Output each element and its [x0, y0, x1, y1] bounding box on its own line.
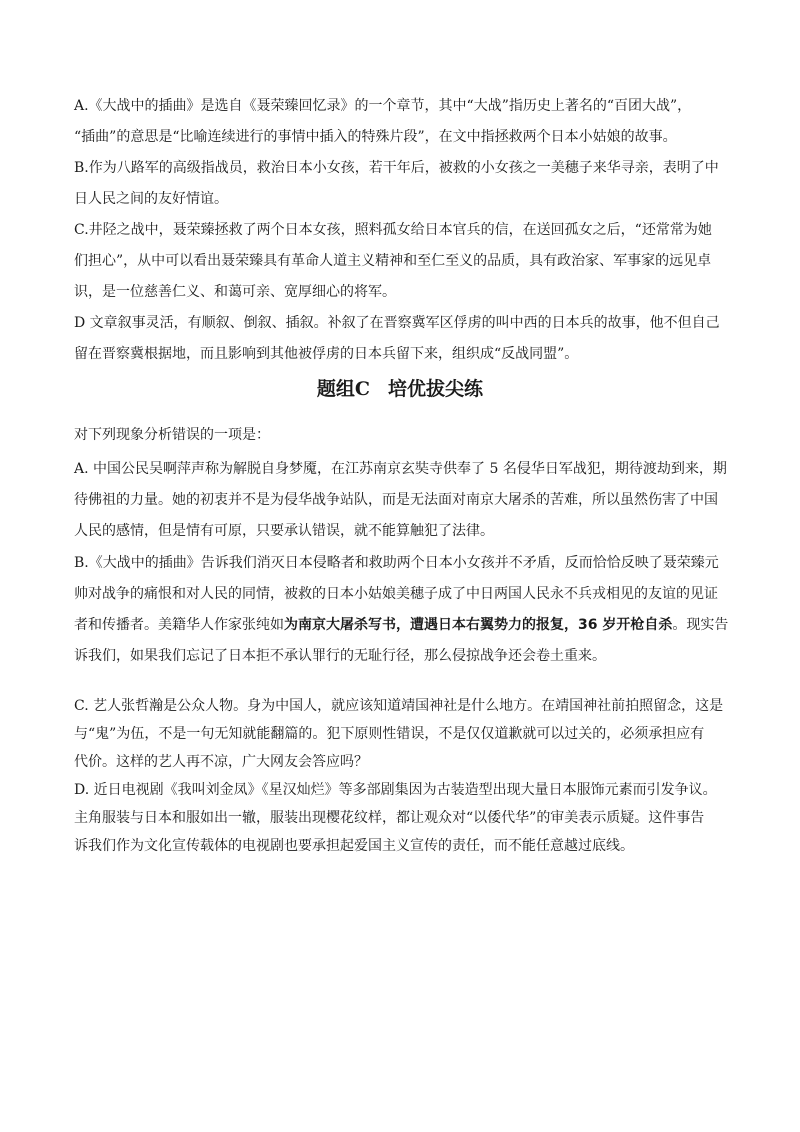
text-line: D 文章叙事灵活，有顺叙、倒叙、插叙。补叙了在晋察冀军区俘虏的叫中西的日本兵的故事，他不但自己 [74, 315, 720, 331]
text-line: 留在晋察冀根据地，而且影响到其他被俘虏的日本兵留下来，组织成“反战同盟”。 [74, 346, 579, 362]
paragraph-option-b-top [74, 153, 734, 215]
heading-group-title: 培优拔尖练 [388, 378, 484, 400]
question-option-d [74, 776, 734, 860]
text-line: C.井陉之战中，聂荣臻拯救了两个日本女孩，照料孤女给日本官兵的信，在送回孤女之后，“还常常为她 [74, 222, 712, 238]
text-run: 。现实告 [672, 617, 729, 633]
text-line: B.《大战中的插曲》告诉我们消灭日本侵略者和救助两个日本小女孩并不矛盾，反而恰恰反映了聂荣臻元 [74, 555, 719, 571]
text-line: B.作为八路军的高级指战员，救治日本小女孩，若干年后，被救的小女孩之一美穗子来华寻亲，表明了中 [74, 160, 719, 176]
question-option-c [74, 692, 734, 776]
text-line: 帅对战争的痛恨和对人民的同情，被救的日本小姑娘美穗子成了中日两国人民永不兵戎相见的友谊的见证 [74, 586, 718, 602]
text-line: 人民的感情，但是情有可原，只要承认错误，就不能算触犯了法律。 [74, 523, 494, 539]
text-line: 识，是一位慈善仁义、和蔼可亲、宽厚细心的将军。 [74, 284, 396, 300]
text-run: 者和传播者。美籍华人作家张纯如 [74, 617, 284, 633]
text-line: 代价。这样的艺人再不凉，广大网友会答应吗？ [74, 754, 368, 770]
text-line: A. 中国公民吴啊萍声称为解脱自身梦魇，在江苏南京玄奘寺供奉了 5 名侵华日军战犯，期待渡劫到来，期 [74, 461, 727, 477]
text-line: D. 近日电视剧《我叫刘金凤》《星汉灿烂》等多部剧集因为古装造型出现大量日本服饰元素而引发争议。 [74, 782, 717, 798]
question-option-a [74, 454, 734, 547]
text-line: 日人民之间的友好情谊。 [74, 191, 228, 207]
text-line: 与“鬼”为伍，不是一句无知就能翻篇的。犯下原则性错误，不是仅仅道歉就可以过关的，必须承担应有 [74, 726, 705, 742]
text-line-mixed [74, 610, 734, 641]
question-stem [74, 420, 734, 451]
bold-text-run: 为南京大屠杀写书，遭遇日本右翼势力的报复，36 岁开枪自杀 [284, 617, 673, 633]
text-line: 诉我们作为文化宣传载体的电视剧也要承担起爱国主义宣传的责任，而不能任意越过底线。 [74, 838, 634, 854]
text-line: “插曲”的意思是“比喻连续进行的事情中插入的特殊片段”，在文中指拯救两个日本小姑娘的故事。 [74, 129, 677, 145]
paragraph-option-a-top [74, 91, 734, 153]
paragraph-option-d-top [74, 308, 734, 370]
text-line: C. 艺人张哲瀚是公众人物。身为中国人，就应该知道靖国神社是什么地方。在靖国神社前拍照留念，这是 [74, 698, 724, 714]
question-option-b [74, 548, 734, 672]
text-line: 主角服装与日本和服如出一辙，服装出现樱花纹样，都让观众对“以倭代华”的审美表示质疑。这件事告 [74, 810, 705, 826]
text-line: 诉我们，如果我们忘记了日本拒不承认罪行的无耻行径，那么侵掠战争还会卷土重来。 [74, 648, 606, 664]
text-line: 待佛祖的力量。她的初衷并不是为侵华战争站队，而是无法面对南京大屠杀的苦难，所以虽然伤害了中国 [74, 492, 718, 508]
heading-group-label: 题组C [316, 378, 371, 400]
question-text: 对下列现象分析错误的一项是： [74, 427, 270, 443]
section-heading [0, 374, 800, 404]
paragraph-option-c-top [74, 215, 734, 308]
text-line: 们担心”，从中可以看出聂荣臻具有革命人道主义精神和至仁至义的品质，具有政治家、军事家的远见卓 [74, 253, 712, 269]
text-line: A.《大战中的插曲》是选自《聂荣臻回忆录》的一个章节，其中“大战”指历史上著名的“百团大战”， [74, 98, 692, 114]
